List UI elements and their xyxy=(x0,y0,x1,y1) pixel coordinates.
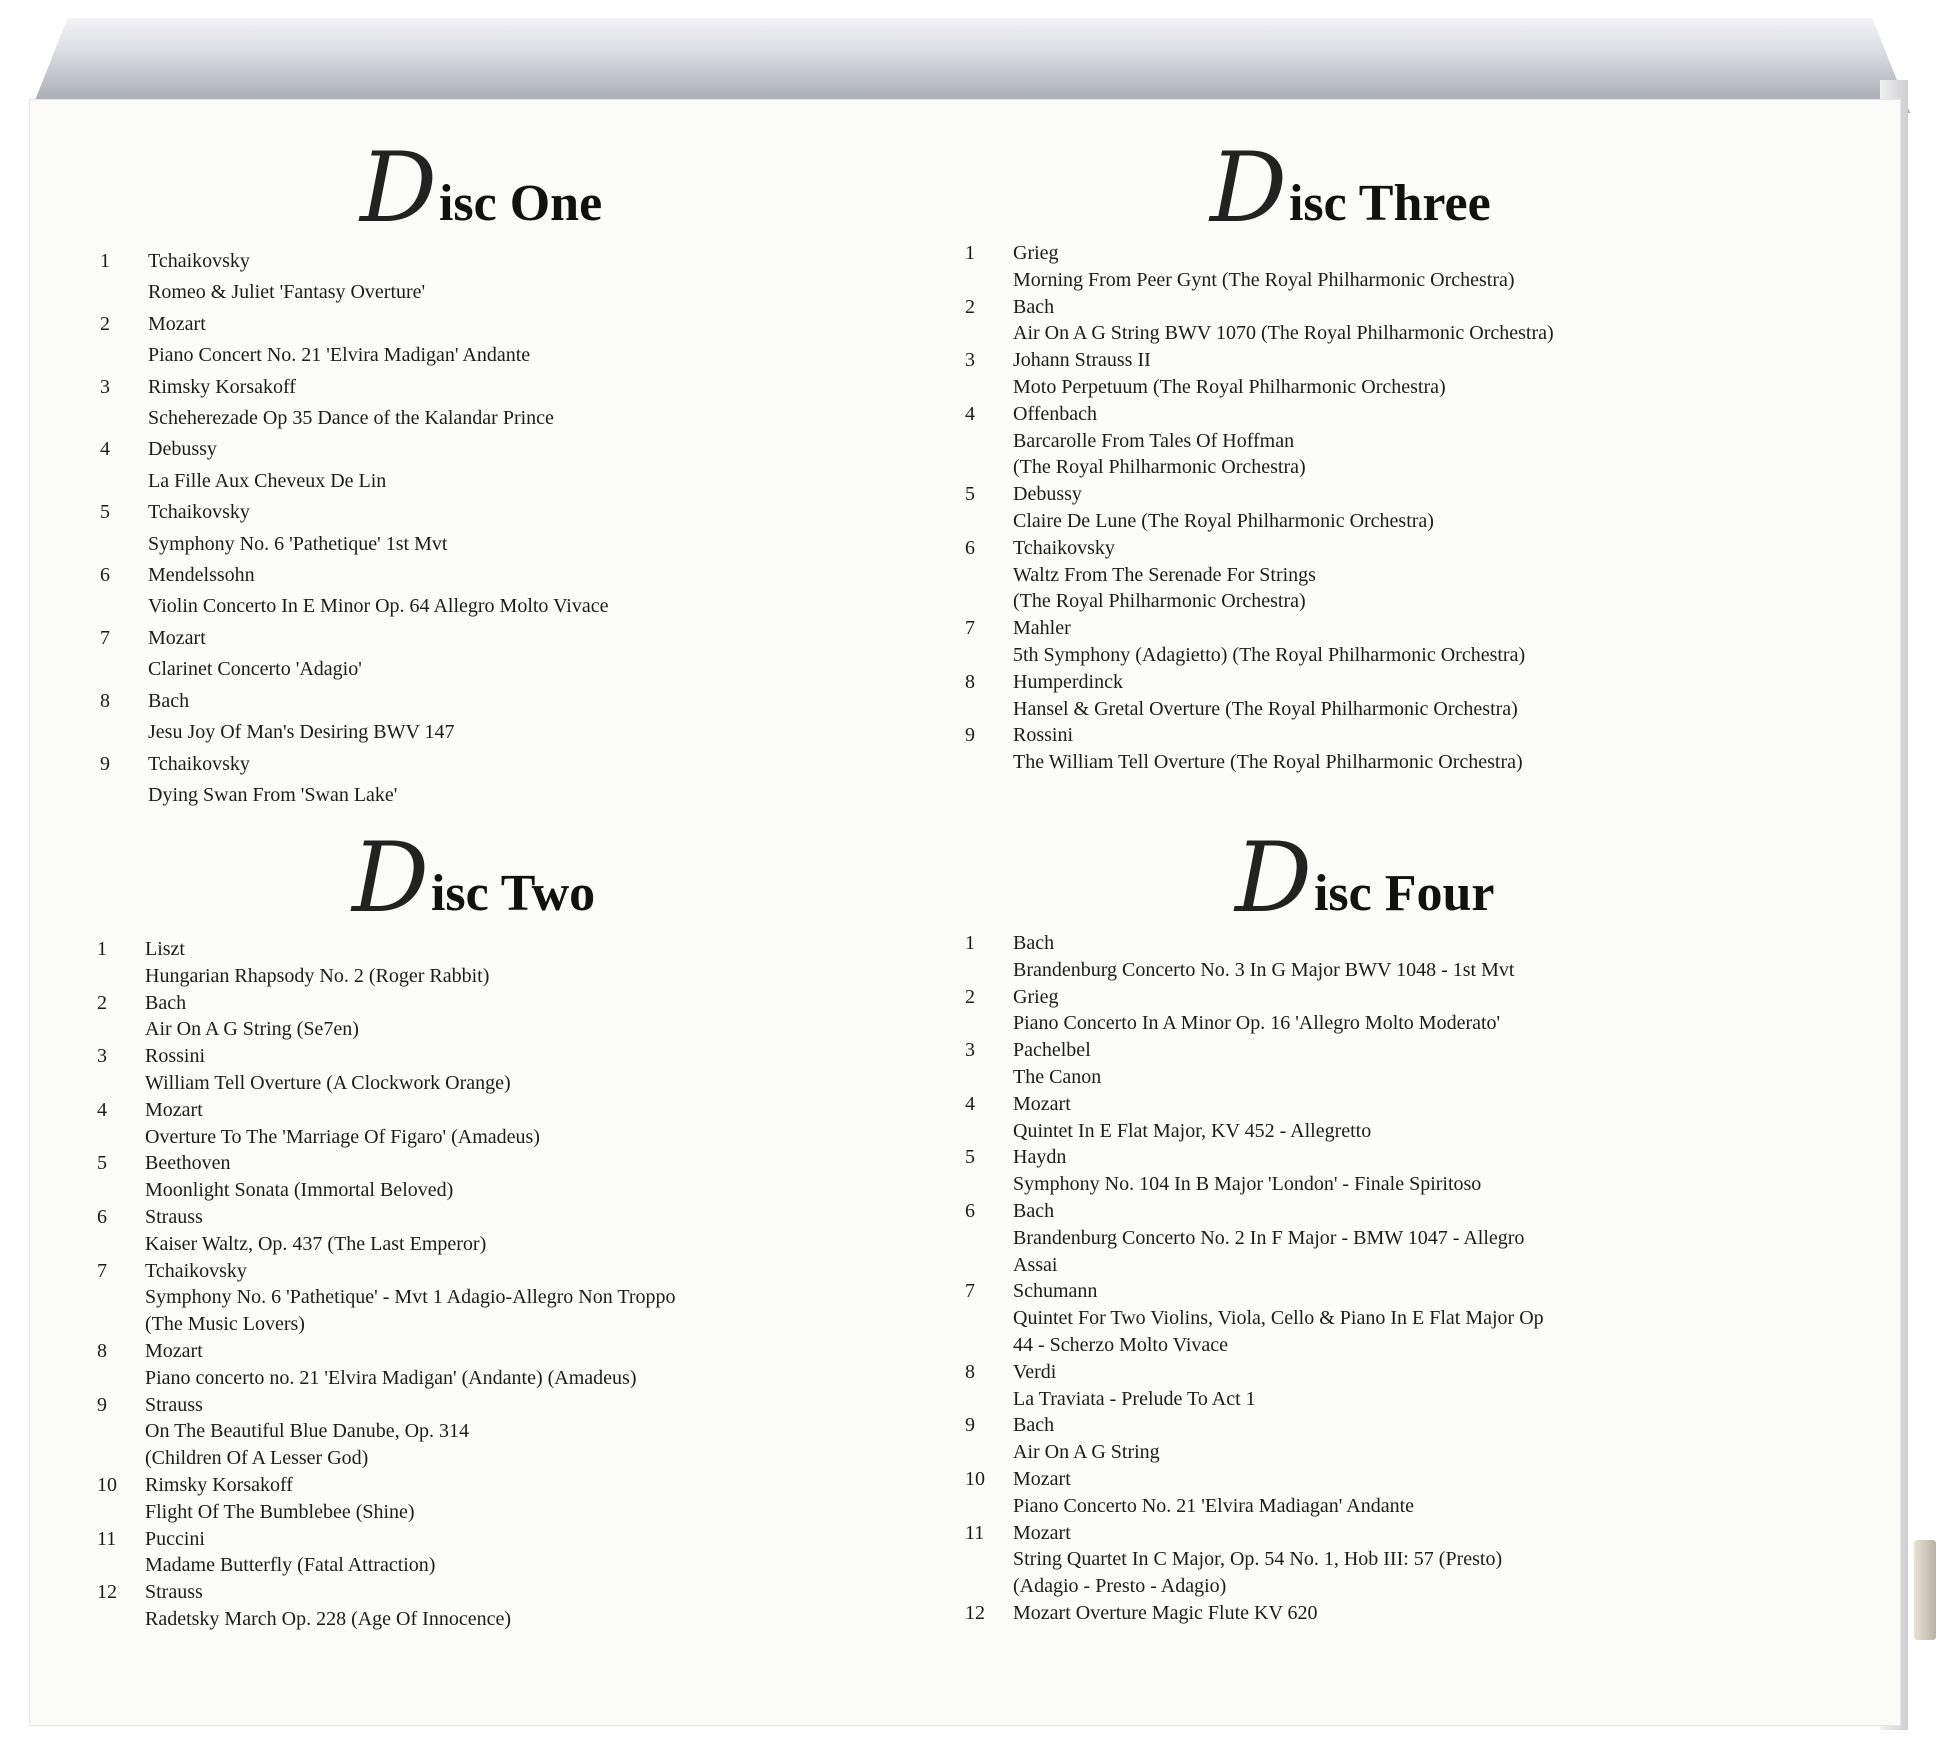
track-item xyxy=(965,1091,1805,1145)
track-details xyxy=(1013,615,1805,669)
track-title: Air On A G String xyxy=(1013,1441,1160,1464)
track-composer: Bach xyxy=(148,689,190,712)
track-composer: Puccini xyxy=(145,1527,205,1550)
track-number: 6 xyxy=(965,1199,975,1222)
track-number: 7 xyxy=(100,626,110,649)
track-number: 8 xyxy=(965,670,975,693)
track-title: The William Tell Overture (The Royal Philharmonic Orchestra) xyxy=(1013,751,1523,774)
track-composer: Bach xyxy=(1013,295,1055,318)
track-details xyxy=(1013,1144,1805,1198)
track-details xyxy=(148,372,860,435)
track-title: Hungarian Rhapsody No. 2 (Roger Rabbit) xyxy=(145,964,490,987)
track-number: 11 xyxy=(965,1521,985,1544)
disc-three-initial: D xyxy=(1210,132,1285,244)
track-title: Madame Butterfly (Fatal Attraction) xyxy=(145,1554,436,1577)
track-details xyxy=(145,1526,937,1580)
track-composer: Rossini xyxy=(145,1045,206,1068)
sleeve-tab xyxy=(1914,1540,1936,1640)
track-item xyxy=(97,1150,937,1204)
track-title: Barcarolle From Tales Of Hoffman xyxy=(1013,429,1295,452)
track-composer: Rimsky Korsakoff xyxy=(148,375,296,398)
track-number: 2 xyxy=(965,295,975,318)
track-title: 5th Symphony (Adagietto) (The Royal Philharmonic Orchestra) xyxy=(1013,643,1526,666)
track-item xyxy=(965,347,1805,401)
track-item xyxy=(965,1198,1805,1278)
disc-one-section xyxy=(100,132,860,811)
track-item xyxy=(100,560,860,623)
track-item xyxy=(97,1579,937,1633)
track-title: Symphony No. 6 'Pathetique' - Mvt 1 Adagio-Allegro Non Troppo xyxy=(145,1286,676,1309)
track-title: Romeo & Juliet 'Fantasy Overture' xyxy=(148,281,426,304)
track-item xyxy=(97,1392,937,1472)
track-title: Jesu Joy Of Man's Desiring BWV 147 xyxy=(148,721,455,744)
track-composer: Johann Strauss II xyxy=(1013,349,1151,372)
track-details xyxy=(145,936,937,990)
track-title: Quintet In E Flat Major, KV 452 - Allegretto xyxy=(1013,1119,1372,1142)
track-title-continued: 44 - Scherzo Molto Vivace xyxy=(1013,1333,1229,1356)
track-number: 9 xyxy=(97,1393,107,1416)
track-details xyxy=(145,1472,937,1526)
track-title: Quintet For Two Violins, Viola, Cello & Piano In E Flat Major Op xyxy=(1013,1307,1544,1330)
disc-two-heading xyxy=(352,822,937,934)
track-details xyxy=(1013,1466,1805,1520)
track-details xyxy=(148,434,860,497)
track-details xyxy=(1013,481,1805,535)
disc-three-heading xyxy=(1210,132,1805,244)
track-number: 5 xyxy=(965,483,975,506)
track-title: Piano Concert No. 21 'Elvira Madigan' Andante xyxy=(148,344,531,367)
track-item xyxy=(965,401,1805,481)
track-title-continued: (Children Of A Lesser God) xyxy=(145,1447,369,1470)
disc-two-tracklist xyxy=(97,936,937,1633)
track-composer: Bach xyxy=(1013,1414,1055,1437)
track-composer: Mozart xyxy=(148,626,206,649)
track-number: 3 xyxy=(965,349,975,372)
track-number: 6 xyxy=(97,1205,107,1228)
track-item xyxy=(100,497,860,560)
track-title: Piano concerto no. 21 'Elvira Madigan' (Andante) (Amadeus) xyxy=(145,1366,637,1389)
track-title: Waltz From The Serenade For Strings xyxy=(1013,563,1316,586)
track-details xyxy=(145,1338,937,1392)
disc-one-tracklist xyxy=(100,246,860,811)
track-item xyxy=(965,535,1805,615)
track-number: 4 xyxy=(965,402,975,425)
track-item xyxy=(97,1526,937,1580)
sleeve-top-edge xyxy=(30,18,1910,113)
track-item xyxy=(965,1466,1805,1520)
track-composer: Debussy xyxy=(1013,483,1082,506)
track-details xyxy=(1013,669,1805,723)
track-title-continued: (Adagio - Presto - Adagio) xyxy=(1013,1575,1227,1598)
track-number: 3 xyxy=(965,1039,975,1062)
track-number: 1 xyxy=(965,932,975,954)
track-composer: Bach xyxy=(145,991,187,1014)
track-composer: Mozart xyxy=(1013,1467,1071,1490)
disc-two-title: isc Two xyxy=(430,865,596,922)
disc-two-section xyxy=(97,822,937,1633)
track-title: Symphony No. 6 'Pathetique' 1st Mvt xyxy=(148,532,448,555)
track-number: 5 xyxy=(97,1152,107,1175)
track-title: The Canon xyxy=(1013,1065,1102,1088)
track-title: Radetsky March Op. 228 (Age Of Innocence) xyxy=(145,1607,511,1630)
track-composer: Grieg xyxy=(1013,985,1059,1008)
track-details xyxy=(1013,1359,1805,1413)
track-title: La Traviata - Prelude To Act 1 xyxy=(1013,1387,1256,1410)
track-number: 1 xyxy=(100,250,110,272)
track-item xyxy=(100,434,860,497)
track-title: Air On A G String BWV 1070 (The Royal Philharmonic Orchestra) xyxy=(1013,322,1554,345)
track-item xyxy=(97,1338,937,1392)
track-details xyxy=(1013,1412,1805,1466)
track-composer: Strauss xyxy=(145,1581,203,1604)
track-title: Piano Concerto No. 21 'Elvira Madiagan' Andante xyxy=(1013,1494,1415,1517)
track-details xyxy=(1013,930,1805,984)
track-composer: Mendelssohn xyxy=(148,564,255,587)
track-details xyxy=(145,1392,937,1472)
disc-three-section xyxy=(965,132,1805,776)
track-composer: Pachelbel xyxy=(1013,1039,1091,1062)
track-composer: Tchaikovsky xyxy=(148,250,250,272)
track-details xyxy=(148,309,860,372)
disc-four-title: isc Four xyxy=(1313,865,1495,922)
track-item xyxy=(965,1359,1805,1413)
track-item xyxy=(100,623,860,686)
track-composer: Rimsky Korsakoff xyxy=(145,1473,293,1496)
track-composer: Tchaikovsky xyxy=(145,1259,247,1282)
track-composer: Tchaikovsky xyxy=(1013,536,1115,559)
track-composer: Schumann xyxy=(1013,1280,1098,1303)
track-details xyxy=(1013,347,1805,401)
track-title: Flight Of The Bumblebee (Shine) xyxy=(145,1500,415,1523)
track-title: Kaiser Waltz, Op. 437 (The Last Emperor) xyxy=(145,1232,487,1255)
track-item xyxy=(965,1144,1805,1198)
track-title: Brandenburg Concerto No. 2 In F Major - BMW 1047 - Allegro xyxy=(1013,1226,1525,1249)
track-details xyxy=(1013,535,1805,615)
track-number: 2 xyxy=(100,312,110,335)
track-item xyxy=(97,1204,937,1258)
track-composer: Liszt xyxy=(145,938,185,960)
track-composer: Bach xyxy=(1013,932,1055,954)
track-title: Violin Concerto In E Minor Op. 64 Allegro Molto Vivace xyxy=(148,595,609,618)
track-number: 11 xyxy=(97,1527,117,1550)
track-item xyxy=(965,615,1805,669)
track-details xyxy=(1013,1037,1805,1091)
track-details xyxy=(1013,294,1805,348)
track-number: 9 xyxy=(965,724,975,747)
track-title-continued: (The Royal Philharmonic Orchestra) xyxy=(1013,590,1306,613)
track-title: Overture To The 'Marriage Of Figaro' (Amadeus) xyxy=(145,1125,540,1148)
track-composer: Mahler xyxy=(1013,617,1071,640)
track-details xyxy=(148,560,860,623)
track-details xyxy=(1013,1198,1805,1278)
track-composer: Mozart xyxy=(145,1098,203,1121)
track-composer: Offenbach xyxy=(1013,402,1098,425)
track-details xyxy=(148,686,860,749)
track-title: Air On A G String (Se7en) xyxy=(145,1018,359,1041)
disc-four-heading xyxy=(1235,822,1805,934)
track-item xyxy=(965,1412,1805,1466)
disc-three-title: isc Three xyxy=(1288,175,1491,232)
track-details xyxy=(148,497,860,560)
disc-four-tracklist xyxy=(965,930,1805,1627)
track-title-continued: (The Music Lovers) xyxy=(145,1313,305,1336)
track-composer: Verdi xyxy=(1013,1360,1057,1383)
track-item xyxy=(965,984,1805,1038)
track-composer: Debussy xyxy=(148,438,217,461)
track-number: 3 xyxy=(97,1045,107,1068)
track-item xyxy=(97,936,937,990)
track-item xyxy=(97,1472,937,1526)
track-title: Hansel & Gretal Overture (The Royal Philharmonic Orchestra) xyxy=(1013,697,1518,720)
disc-three-tracklist xyxy=(965,240,1805,776)
track-title-continued: Assai xyxy=(1013,1253,1058,1276)
track-number: 4 xyxy=(97,1098,107,1121)
track-title: On The Beautiful Blue Danube, Op. 314 xyxy=(145,1420,470,1443)
track-item xyxy=(100,372,860,435)
track-number: 6 xyxy=(965,536,975,559)
track-details xyxy=(145,1204,937,1258)
track-composer: Strauss xyxy=(145,1205,203,1228)
track-title: Piano Concerto In A Minor Op. 16 'Allegro Molto Moderato' xyxy=(1013,1012,1501,1035)
track-title-continued: (The Royal Philharmonic Orchestra) xyxy=(1013,456,1306,479)
track-number: 1 xyxy=(97,938,107,960)
track-title: Moto Perpetuum (The Royal Philharmonic Orchestra) xyxy=(1013,375,1446,398)
track-details xyxy=(1013,722,1805,776)
track-title: Claire De Lune (The Royal Philharmonic Orchestra) xyxy=(1013,509,1434,532)
track-item xyxy=(97,1043,937,1097)
track-details xyxy=(145,1097,937,1151)
track-item xyxy=(100,246,860,309)
track-composer: Mozart Overture Magic Flute KV 620 xyxy=(1013,1601,1318,1624)
track-title: William Tell Overture (A Clockwork Orange) xyxy=(145,1071,511,1094)
track-item xyxy=(965,930,1805,984)
track-item xyxy=(965,1600,1805,1627)
track-item xyxy=(965,1520,1805,1600)
track-item xyxy=(97,1258,937,1338)
track-title: Brandenburg Concerto No. 3 In G Major BWV 1048 - 1st Mvt xyxy=(1013,958,1515,981)
track-composer: Rossini xyxy=(1013,724,1074,747)
track-item xyxy=(97,990,937,1044)
track-number: 10 xyxy=(97,1473,117,1496)
track-number: 7 xyxy=(97,1259,107,1282)
track-number: 8 xyxy=(97,1339,107,1362)
disc-one-heading xyxy=(360,132,860,244)
track-details xyxy=(1013,1278,1805,1358)
track-details xyxy=(145,1150,937,1204)
track-number: 4 xyxy=(100,438,110,461)
track-number: 8 xyxy=(965,1360,975,1383)
track-details xyxy=(1013,240,1805,294)
track-title: La Fille Aux Cheveux De Lin xyxy=(148,469,387,492)
track-details xyxy=(145,1258,937,1338)
track-composer: Mozart xyxy=(1013,1092,1071,1115)
track-title: Dying Swan From 'Swan Lake' xyxy=(148,783,398,806)
track-number: 1 xyxy=(965,242,975,264)
track-composer: Mozart xyxy=(1013,1521,1071,1544)
track-title: Moonlight Sonata (Immortal Beloved) xyxy=(145,1179,454,1202)
track-item xyxy=(965,294,1805,348)
track-title: Morning From Peer Gynt (The Royal Philharmonic Orchestra) xyxy=(1013,268,1515,291)
track-number: 9 xyxy=(100,752,110,775)
track-composer: Strauss xyxy=(145,1393,203,1416)
disc-four-section xyxy=(965,822,1805,1627)
track-title: String Quartet In C Major, Op. 54 No. 1, Hob III: 57 (Presto) xyxy=(1013,1548,1503,1571)
track-item xyxy=(965,669,1805,723)
track-details xyxy=(148,246,860,309)
track-number: 9 xyxy=(965,1414,975,1437)
track-number: 4 xyxy=(965,1092,975,1115)
track-details xyxy=(1013,1520,1805,1600)
track-number: 7 xyxy=(965,617,975,640)
track-number: 8 xyxy=(100,689,110,712)
track-number: 2 xyxy=(97,991,107,1014)
track-number: 12 xyxy=(965,1601,985,1624)
track-item xyxy=(965,481,1805,535)
track-item xyxy=(97,1097,937,1151)
disc-one-initial: D xyxy=(360,132,435,244)
track-composer: Humperdinck xyxy=(1013,670,1123,693)
track-details xyxy=(1013,1600,1805,1627)
track-details xyxy=(1013,401,1805,481)
track-details xyxy=(145,1043,937,1097)
track-number: 10 xyxy=(965,1467,985,1490)
track-title: Scheherezade Op 35 Dance of the Kalandar Prince xyxy=(148,407,554,430)
track-item xyxy=(100,309,860,372)
track-number: 5 xyxy=(965,1146,975,1169)
track-number: 12 xyxy=(97,1581,117,1604)
track-item xyxy=(965,722,1805,776)
track-title: Symphony No. 104 In B Major 'London' - Finale Spiritoso xyxy=(1013,1173,1482,1196)
track-details xyxy=(1013,984,1805,1038)
track-composer: Mozart xyxy=(148,312,206,335)
track-number: 2 xyxy=(965,985,975,1008)
track-item xyxy=(965,1278,1805,1358)
disc-four-initial: D xyxy=(1235,822,1310,934)
track-details xyxy=(148,749,860,812)
track-number: 6 xyxy=(100,564,110,587)
track-composer: Grieg xyxy=(1013,242,1059,264)
track-number: 5 xyxy=(100,501,110,524)
track-details xyxy=(1013,1091,1805,1145)
track-details xyxy=(145,1579,937,1633)
track-item xyxy=(100,686,860,749)
track-item xyxy=(965,240,1805,294)
track-composer: Beethoven xyxy=(145,1152,231,1175)
track-composer: Mozart xyxy=(145,1339,203,1362)
track-composer: Tchaikovsky xyxy=(148,752,250,775)
track-item xyxy=(100,749,860,812)
track-title: Clarinet Concerto 'Adagio' xyxy=(148,658,362,681)
track-number: 3 xyxy=(100,375,110,398)
track-composer: Tchaikovsky xyxy=(148,501,250,524)
track-details xyxy=(145,990,937,1044)
disc-two-initial: D xyxy=(352,822,427,934)
track-composer: Bach xyxy=(1013,1199,1055,1222)
disc-one-title: isc One xyxy=(438,175,603,232)
track-composer: Haydn xyxy=(1013,1146,1067,1169)
track-number: 7 xyxy=(965,1280,975,1303)
track-details xyxy=(148,623,860,686)
track-item xyxy=(965,1037,1805,1091)
